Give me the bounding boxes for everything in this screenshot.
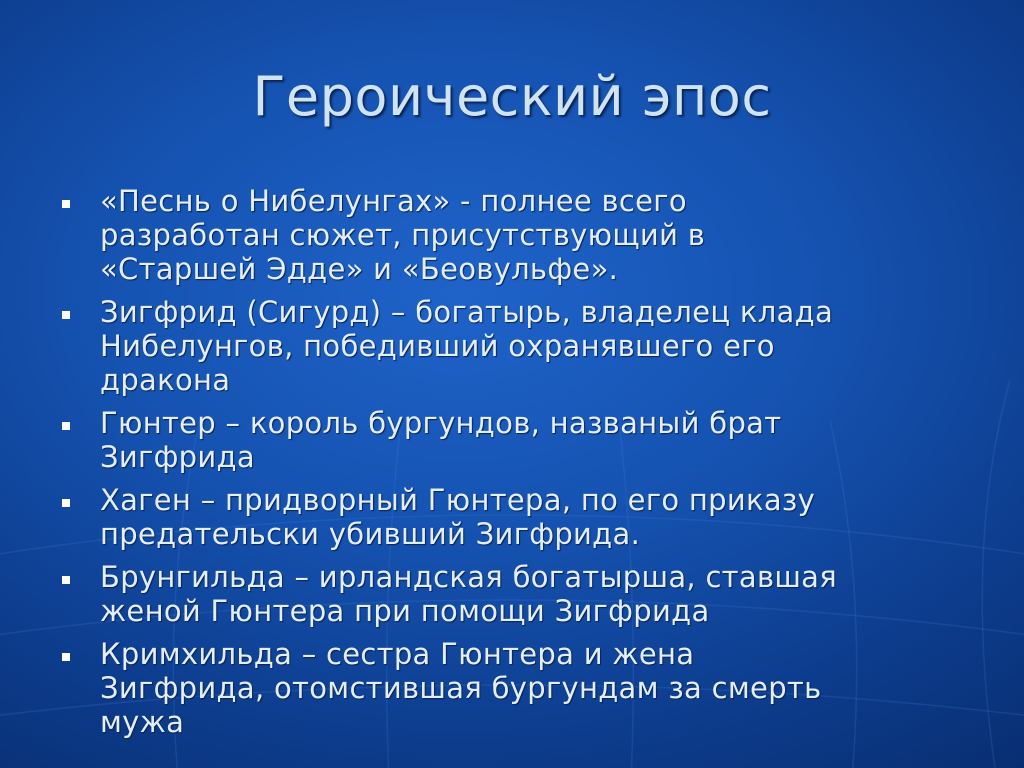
square-bullet-icon [62,653,70,661]
bullet-line: Хаген – придворный Гюнтера, по его приказу [100,483,816,517]
bullet-item-hagen [58,483,958,551]
square-bullet-icon [62,422,70,430]
bullet-line: дракона [100,363,231,397]
square-bullet-icon [62,499,70,507]
square-bullet-icon [62,311,70,319]
bullet-line: предательски убивший Зигфрида. [100,517,641,551]
bullet-line: Брунгильда – ирландская богатырша, ставшая [100,560,837,594]
bullet-line: женой Гюнтера при помощи Зигфрида [100,594,710,628]
bullet-line: «Старшей Эдде» и «Беовульфе». [100,252,619,286]
bullet-line: разработан сюжет, присутствующий в [100,218,706,252]
bullet-line: Гюнтер – король бургундов, названый брат [100,406,782,440]
bullet-line: Нибелунгов, победивший охранявшего его [100,329,775,363]
bullet-list [58,184,958,748]
bullet-line: Кримхильда – сестра Гюнтера и жена [100,637,695,671]
bullet-item-siegfried [58,295,958,397]
square-bullet-icon [62,200,70,208]
bullet-item-nibelungen [58,184,958,286]
slide-title: Героический эпос [252,65,772,128]
bullet-item-kriemhild [58,637,958,739]
bullet-line: Зигфрид (Сигурд) – богатырь, владелец клада [100,295,834,329]
bullet-line: Зигфрида, отомстившая бургундам за смерть [100,671,822,705]
bullet-line: Зигфрида [100,440,255,474]
bullet-item-brunhild [58,560,958,628]
bullet-line: мужа [100,705,185,739]
bullet-line: «Песнь о Нибелунгах» - полнее всего [100,184,687,218]
bullet-item-gunther [58,406,958,474]
square-bullet-icon [62,576,70,584]
